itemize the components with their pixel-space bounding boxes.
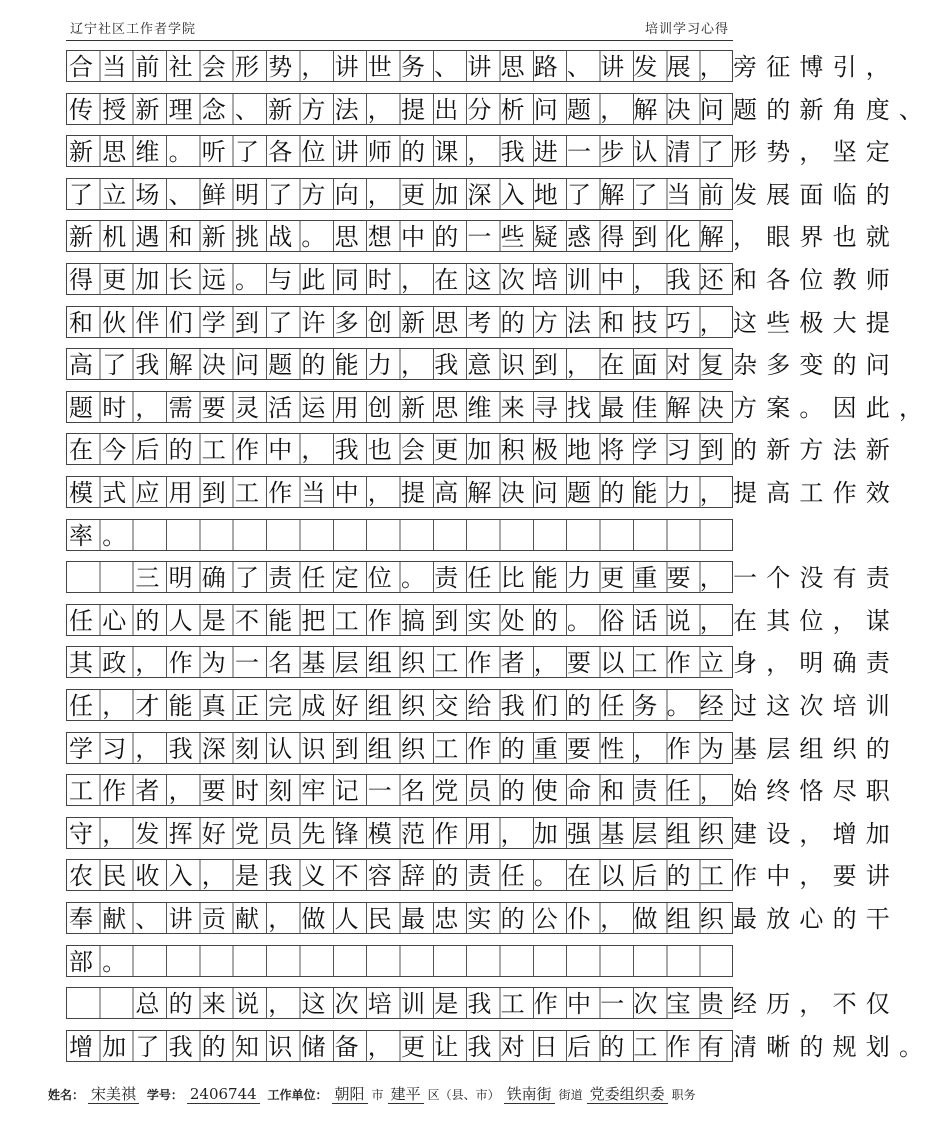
handwritten-line: 增加了我的知识储备，更让我对日后的工作有清晰的规划。	[69, 1032, 932, 1061]
handwritten-line: 题时，需要灵活运用创新思维来寻找最佳解决方案。因此，	[69, 393, 932, 422]
grid-row	[66, 178, 899, 210]
grid-row	[66, 987, 899, 1019]
grid-row	[66, 220, 899, 252]
grid-row	[66, 689, 899, 721]
handwritten-line: 得更加长远。与此同时，在这次培训中，我还和各位教师	[69, 266, 899, 294]
handwritten-line: 农民收入，是我义不容辞的责任。在以后的工作中，要讲	[69, 862, 899, 891]
handwritten-line: 部。	[69, 947, 136, 976]
grid-row	[66, 50, 899, 82]
grid-row	[66, 263, 899, 295]
handwritten-line: 率。	[69, 521, 136, 550]
handwritten-line: 三明确了责任定位。责任比能力更重要，一个没有责	[69, 564, 899, 593]
grid-row	[66, 135, 899, 167]
grid-row	[66, 646, 899, 678]
name-value: 宋美祺	[88, 1085, 139, 1104]
post-value: 党委组织委	[587, 1085, 668, 1104]
id-label: 学号：	[146, 1088, 183, 1102]
district-label: 区（县、市）	[427, 1088, 500, 1102]
grid-row	[66, 391, 932, 423]
post-label: 职务	[671, 1088, 696, 1102]
grid-row	[66, 93, 932, 125]
handwritten-line: 工作者，要时刻牢记一名党员的使命和责任，始终恪尽职	[69, 777, 899, 806]
grid-row	[66, 732, 899, 764]
handwritten-line: 模式应用到工作当中，提高解决问题的能力，提高工作效	[69, 479, 899, 507]
handwritten-line: 守，发挥好党员先锋模范作用，加强基层组织建设，增加	[69, 819, 899, 848]
grid-row	[66, 604, 899, 636]
city-label: 市	[371, 1088, 384, 1102]
town-value: 铁南街	[504, 1085, 555, 1104]
writing-grid	[66, 50, 932, 1074]
grid-row	[66, 519, 733, 551]
handwritten-line: 在今后的工作中，我也会更加积极地将学习到的新方法新	[69, 436, 899, 465]
grid-row	[66, 561, 899, 593]
handwritten-line: 了立场、鲜明了方向，更加深入地了解了当前发展面临的	[69, 180, 899, 209]
handwritten-line: 合当前社会形势，讲世务、讲思路、讲发展，旁征博引，	[69, 53, 899, 81]
city-value: 朝阳	[332, 1085, 368, 1104]
header-left-title: 辽宁社区工作者学院	[70, 22, 197, 37]
street-label: 街道	[558, 1088, 583, 1102]
handwritten-line: 学习，我深刻认识到组织工作的重要性，作为基层组织的	[69, 734, 899, 763]
grid-row	[66, 476, 899, 508]
header-right-title: 培训学习心得	[644, 22, 729, 37]
handwritten-line: 高了我解决问题的能力，我意识到，在面对复杂多变的问	[69, 351, 899, 380]
handwritten-line: 和伙伴们学到了许多创新思考的方法和技巧，这些极大提	[69, 308, 899, 337]
handwritten-line: 任，才能真正完成好组织交给我们的任务。经过这次培训	[69, 692, 899, 720]
handwritten-line: 新思维。听了各位讲师的课，我进一步认清了形势，坚定	[69, 138, 899, 167]
grid-row	[66, 1030, 932, 1062]
name-label: 姓名：	[48, 1088, 85, 1102]
district-value: 建平	[388, 1085, 424, 1104]
grid-row	[66, 433, 899, 465]
handwritten-line: 其政，作为一名基层组织工作者，要以工作立身，明确责	[69, 649, 899, 678]
handwritten-line: 任心的人是不能把工作搞到实处的。俗话说，在其位，谋	[69, 606, 899, 635]
handwritten-line: 传授新理念、新方法，提出分析问题，解决问题的新角度、	[69, 95, 932, 124]
handwritten-line: 总的来说，这次培训是我工作中一次宝贵经历，不仅	[69, 990, 899, 1019]
unit-label: 工作单位：	[267, 1088, 328, 1102]
grid-row	[66, 945, 733, 977]
id-value: 2406744	[187, 1085, 260, 1104]
grid-row	[66, 348, 899, 380]
grid-row	[66, 902, 899, 934]
grid-row	[66, 859, 899, 891]
handwritten-line: 奉献、讲贡献，做人民最忠实的公仆，做组织最放心的干	[69, 905, 899, 933]
grid-row	[66, 774, 899, 806]
grid-row	[66, 817, 899, 849]
footer-info	[48, 1083, 751, 1104]
handwritten-line: 新机遇和新挑战。思想中的一些疑惑得到化解，眼界也就	[69, 223, 899, 252]
grid-row	[66, 306, 899, 338]
header-divider	[66, 40, 733, 41]
